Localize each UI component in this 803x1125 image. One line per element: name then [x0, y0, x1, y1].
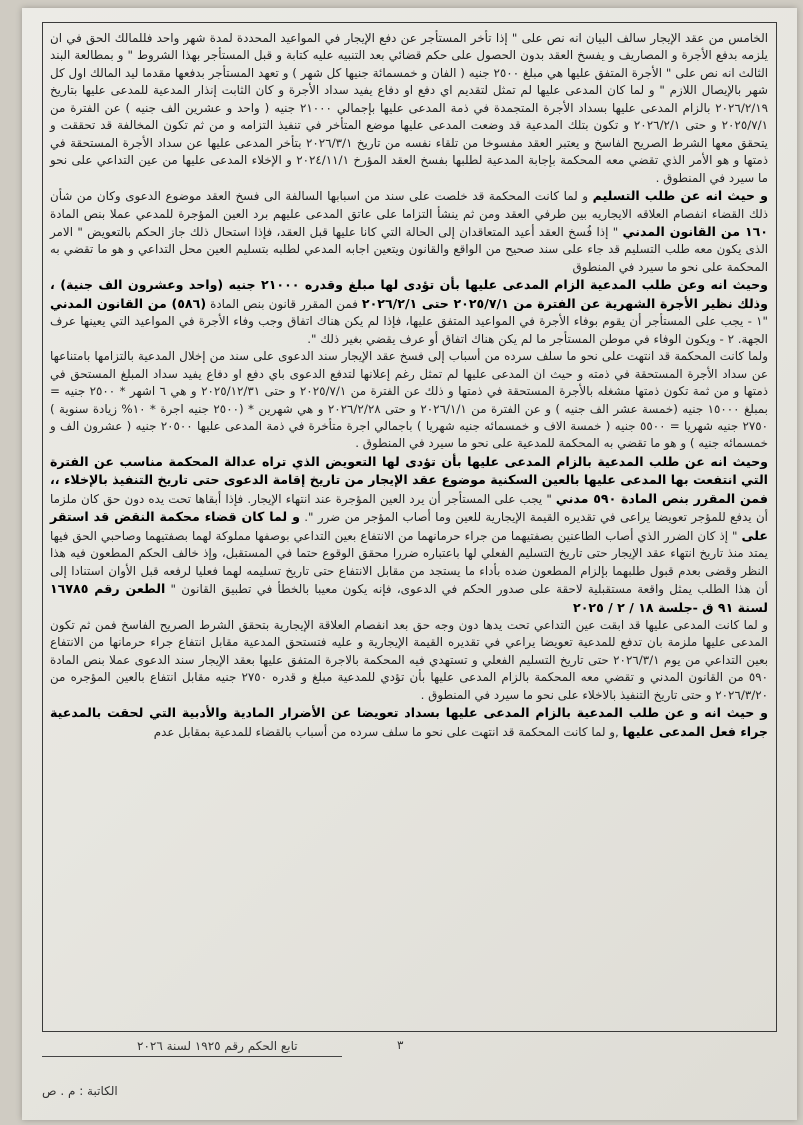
judgment-body [50, 30, 768, 741]
paragraph [50, 30, 768, 187]
page-number: ٣ [397, 1038, 404, 1052]
text-run: الخامس من عقد الإيجار سالف البيان انه نص على " إذا تأخر المستأجر عن دفع الإيجار في المواعيد المحددة لمدة شهر واحد فللمالك الحق في ان يلزمه بدفع الأجرة و المصاريف و يفسخ العقد بدون الحصول على حكم قضائي بعد التنبيه عليه كتابة و قبل المستأجر بهذا الشروط " و بمطالعة البند الثالث انه نص على " الأجرة المتفق عليها هي مبلغ ٢٥٠٠ جنيه ( الفان و خمسمائة جنيها كل شهر ) و تعهد المستأجر بدفعها مقدما ليد المالك اول كل شهر بالإيصال اللازم " و لما كان المدعى عليها لم تمثل لتقديم اي دفع او دفاع يفيد سداد الأجرة و كان الثابت إنذار المدعية للمدعى عليها بتاريخ ٢٠٢٦/٢/١٩ بالزام المدعى عليها بسداد الأجرة المتجمدة في ذمة المدعى عليها بإجمالي ٢١٠٠٠ جنيه ( واحد و عشرين الف جنيه ) عن الفترة من ٢٠٢٥/٧/١ و حتى ٢٠٢٦/٢/١ و تكون بتلك المدعية قد وضعت المدعى عليها موضع المتأخر في تنفيذ التزامه و من ثم تكون المخالفة قد تحققت و يتحقق معها الشرط الصريح الفاسخ و يعتبر العقد مفسوخا من تلقاء نفسه من تاريخ ٢٠٢٦/٣/١ بتأخر المدعى عليها عن سداد الأجرة المستحقة في ذمتها و هو الأمر الذي تقضي معه المحكمة بإجابة المدعية لطلبها بفسخ العقد المؤرخ ٢٠٢٤/١١/١ و الإخلاء المدعى عليها من عين التداعي على نحو ما سيرد في المنطوق . [50, 31, 769, 185]
text-run: و لما كانت المدعى عليها قد ابقت عين التداعي تحت يدها دون وجه حق بعد انفصام العلاقة الإيجارية بتحقق الشرط الصريح الفاسخ فمن ثم تكون المدعى عليها ملزمة بان تدفع للمدعية تعويضا يراعي في تقديره القيمة الإيجارية و عليه فتستحق المدعية مقابل انتفاع جراء حرمانها من الانتفاع بعين التداعي من يوم ٢٠٢٦/٣/١ حتى تاريخ التسليم الفعلي و تستهدي فيه المحكمة بالاجرة المتفق عليها بعقد الإيجار سند الدعوى عملا بنص المادة ٥٩٠ من القانون المدني و تقضي معه المحكمة بالزام المدعى عليها بأن تؤدي للمدعية مبلغ و قدره ٢٧٥٠ جنيه مقابل انتفاع بالعين المؤجره من ٢٠٢٦/٣/٢٠ و حتى تاريخ التنفيذ بالاخلاء على نحو ما سيرد في المنطوق . [50, 617, 768, 702]
paragraph [50, 187, 768, 276]
bold-text: الطعن رقم ١٦٧٨٥ لسنة ٩١ ق -جلسة ١٨ / ٢ / ٢٠٢٥ [50, 581, 768, 615]
judgment-reference: تابع الحكم رقم ١٩٢٥ لسنة ٢٠٢٦ [137, 1039, 298, 1053]
paragraph [50, 704, 768, 741]
bold-text: و لما كان قضاء محكمة النقض قد استقر على [50, 509, 768, 543]
bold-text: (٥٨٦) من القانون المدني [50, 295, 207, 311]
document-page [22, 8, 797, 1120]
paragraph [50, 348, 768, 453]
text-run: " إذ كان الضرر الذي أصاب الطاعنين بصفتيهما من جراء حرمانهما من الانتفاع بعين التداعي بوصفها مملوكة لهما بصفتيهما وصاحبي الحق فيها يمتد منذ تاريخ انتهاء عقد الإيجار حتى تاريخ التسليم الفعلي لها باعتباره ضررا محقق الوقوع حتما في المستقبل، وإذ خالف الحكم المطعون فيه هذا النظر وقضى بعدم قبول طلبهما بإلزام المطعون ضده بأداء ما يستجد من مقابل الانتفاع حتى تاريخ تسليمه لهما فعليا لرفعه قبل الأوان استنادا إلى أن هذا الطلب يمثل واقعة مستقبلية لاحقة على صدور الحكم في الدعوى، فإنه يكون معيبا بالخطأ في تطبيق القانون " [50, 528, 768, 597]
text-run: فمن المقرر قانون بنص المادة [206, 296, 362, 311]
paragraph [50, 617, 768, 704]
bold-text: و حيث انه و عن طلب المدعية بالزام المدعى عليها بسداد تعويضا عن الأضرار المادية والأدبية التي لحقت بالمدعية جراء فعل المدعى عليها [50, 705, 768, 739]
text-run: "١ - يجب على المستأجر أن يقوم بوفاء الأجرة في المواعيد المتفق عليها، فإذا لم يكن هناك اتفاق وجب وفاء الأجرة في المواعيد التي يعينها عرف الجهة. ٢ - ويكون الوفاء في موطن المستأجر ما لم يكن هناك اتفاق أو عرف يقضي بغير ذلك ". [50, 314, 768, 346]
bold-text: وحيث انه عن طلب المدعية بالزام المدعى عليها بأن تؤدى لها التعويض الذي تراه عدالة المحكمة مناسب عن الفترة التي انتفعت بها المدعى عليها بالعين السكنية موضوع عقد الإيجار من تاريخ إقامة الدعوى حتى تاريخ التنفيذ بالإخلاء ،، فمن المقرر بنص المادة ٥٩٠ مدني [50, 453, 768, 506]
text-run: ,و لما كانت المحكمة قد انتهت على نحو ما سلف سرده من أسباب بالقضاء للمدعية بمقابل عدم [153, 724, 623, 739]
paragraph [50, 276, 768, 348]
text-run: " يجب على المستأجر أن يرد العين المؤجرة عند انتهاء الإيجار. فإذا أبقاها تحت يده دون حق كان ملزما أن يدفع للمؤجر تعويضا يراعى في تقديره القيمة الإيجارية للعين وما أصاب المؤجر من ضرر ". [50, 491, 768, 525]
paragraph [50, 453, 768, 617]
bold-text: ١٦٠ من القانون المدني [622, 223, 768, 239]
footer-divider [42, 1056, 342, 1057]
text-run: " إذا فُسخ العقد أعيد المتعاقدان إلى الحالة التي كانا عليها قبل العقد، فإذا استحال ذلك جاز الحكم بالتعويض " الامر الذى يكون معه طلب التسليم قد جاء على سند صحيح من الواقع والقانون ويتعين اجابه المدعي لطلبه بتسليم العين محل التداعي و هو ما تقضي به المحكمة على نحو ما سيرد في المنطوق [50, 224, 768, 274]
clerk-initials: الكاتبة : م . ص [42, 1084, 118, 1098]
text-run: و لما كانت المحكمة قد خلصت على سند من اسبابها السالفة الى فسخ العقد موضوع الدعوى وكان من شأن ذلك القضاء انفصام العلاقه الايجاريه بين طرفي العقد ومن ثم ينشأ التزاما على عاتق المدعى عليهم برد العين المؤجرة للمدعي عملا بنص المادة [50, 189, 768, 221]
bold-text: و حيث انه عن طلب التسليم [592, 188, 768, 204]
text-run: ولما كانت المحكمة قد انتهت على نحو ما سلف سرده من أسباب إلى فسخ عقد الإيجار سند الدعوى على سند من إخلال المدعية بالتزامها بامتناعها عن سداد الأجرة المستحقة في ذمته و حيث ان المدعى عليها لم تمثل رغم إعلانها لتدفع الدعوى باي دفع او دفاع يفيد سداد المبلغ المستحق في ذمتها و من ثمة تكون ذمتها مشغله بالأجرة المستحقة في ذمتها و ذلك عن الفترة من ٢٠٢٥/٧/١ و حتى ٢٠٢٥/١٢/٣١ و هي ٦ اشهر * ٢٥٠٠ جنيه = بمبلغ ١٥٠٠٠ جنيه (خمسة عشر الف جنيه ) و عن الفترة من ٢٠٢٦/١/١ و حتى ٢٠٢٦/٢/٢٨ و هي شهرين * (٢٥٠٠ جنيه اجرة * ١٠% زيادة سنوية ) ٢٧٥٠ جنيه شهريا = ٥٥٠٠ جنيه ( خمسة الاف و خمسمائه جنيه شهريا ) باجمالي اجرة متأخرة في ذمة المدعى عليها ٢٠٥٠٠ جنيه ( عشرون الف و خمسمائه جنيه ) و هو ما تقضي به المحكمة للمدعية على نحو ما سيرد في المنطوق . [50, 349, 769, 451]
bold-text: وحيث انه وعن طلب المدعية الزام المدعى عليها بأن تؤدى لها مبلغ وقدره ٢١٠٠٠ جنيه (واحد وعشرون الف جنية) ، وذلك نظير الأجرة الشهرية عن الفترة من ٢٠٢٥/٧/١ حتى ٢٠٢٦/٢/١ [50, 277, 768, 311]
